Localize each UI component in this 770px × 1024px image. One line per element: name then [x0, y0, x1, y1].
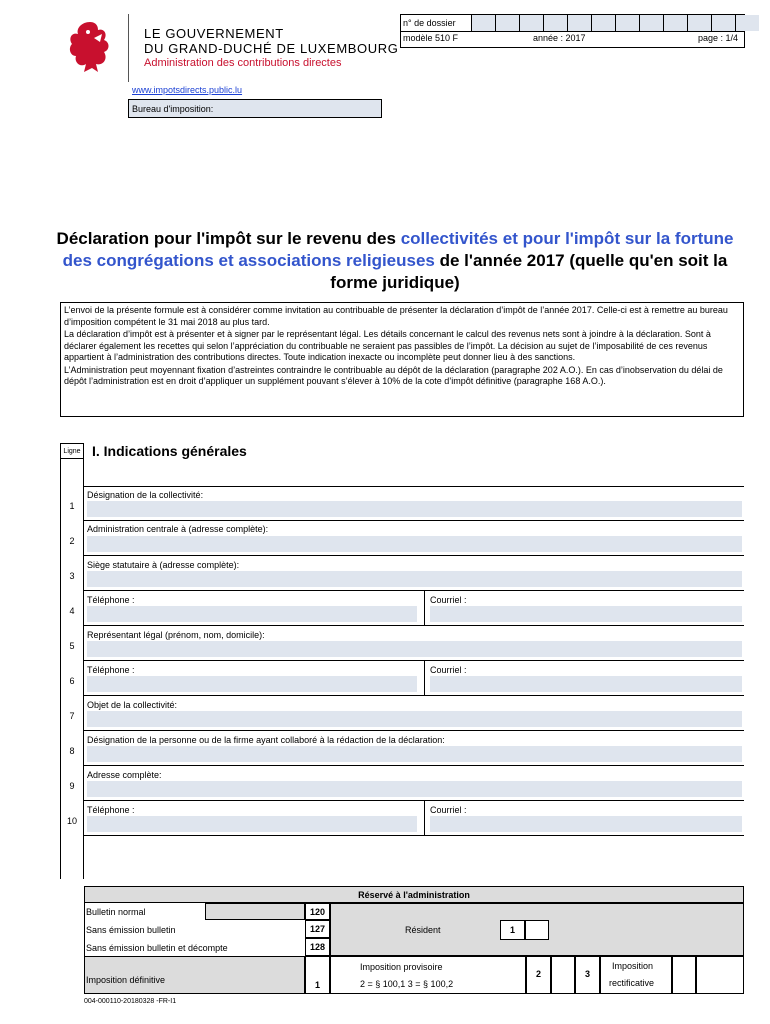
- gov-line2: DU GRAND-DUCHÉ DE LUXEMBOURG: [144, 41, 399, 56]
- code-127: 127: [305, 920, 330, 938]
- line-label: Téléphone :: [87, 665, 135, 675]
- row-divider: [84, 695, 744, 696]
- designation-field[interactable]: [87, 501, 742, 517]
- checkbox-2[interactable]: [551, 956, 575, 994]
- footer-code: 004-000110-20180328 -FR-I1: [84, 998, 177, 1005]
- code-3: 3: [575, 956, 600, 994]
- line-number: 6: [69, 676, 75, 686]
- telephone-field[interactable]: [87, 676, 417, 692]
- row-divider: [84, 660, 744, 661]
- collaborateur-field[interactable]: [87, 746, 742, 762]
- resident-code: 1: [500, 920, 525, 940]
- line-label: Administration centrale à (adresse complète):: [87, 524, 269, 534]
- line-number: 4: [69, 606, 75, 616]
- row-divider: [84, 590, 744, 591]
- code-1: 1: [305, 956, 330, 994]
- annee-label: année : 2017: [533, 33, 586, 43]
- grey-cell: [205, 903, 305, 920]
- line-number: 1: [69, 501, 75, 511]
- line-number: 3: [69, 571, 75, 581]
- objet-field[interactable]: [87, 711, 742, 727]
- line-label: Téléphone :: [87, 805, 135, 815]
- line-number: 2: [69, 536, 75, 546]
- courriel-field[interactable]: [430, 606, 742, 622]
- gov-line1: LE GOUVERNEMENT: [144, 26, 284, 41]
- sans-emission-label: Sans émission bulletin: [86, 925, 176, 935]
- resident-checkbox[interactable]: [525, 920, 549, 940]
- reserve-title: Réservé à l'administration: [84, 886, 744, 903]
- luxembourg-lion-logo: [64, 18, 116, 74]
- intro-paragraph: La déclaration d’impôt est à présenter et à signer par le représentant légal. Les détails concernant le calcul des revenus nets sont à joindre à la déclaration. Sont à déclarer également les recettes qui selon l’appréciation du contribuable ne seraient pas passibles de l’impôt. La décision au sujet de l’imposabilité de ces revenus appartient à l’administration des contributions directes. Toute indication inexacte ou incomplète peut donner lieu à des sanctions.: [64, 329, 711, 362]
- telephone-field[interactable]: [87, 606, 417, 622]
- imposition-definitive-label: Imposition définitive: [86, 975, 166, 985]
- adresse-field[interactable]: [87, 781, 742, 797]
- row-divider: [84, 520, 744, 521]
- code-120: 120: [305, 903, 330, 920]
- col-divider: [424, 660, 425, 695]
- line-label: Siège statutaire à (adresse complète):: [87, 560, 240, 570]
- siege-field[interactable]: [87, 571, 742, 587]
- col-divider: [424, 590, 425, 625]
- bureau-field[interactable]: Bureau d'imposition:: [128, 99, 382, 118]
- section-title: I. Indications générales: [92, 443, 247, 459]
- row-divider: [84, 835, 744, 836]
- header-divider: [128, 14, 129, 82]
- dossier-box: [400, 14, 745, 48]
- line-number: 10: [66, 816, 77, 826]
- line-number: 9: [69, 781, 75, 791]
- line-label: Téléphone :: [87, 595, 135, 605]
- gov-line3: Administration des contributions directes: [144, 57, 342, 69]
- dossier-number-cells[interactable]: [471, 15, 759, 31]
- imposition-provisoire-label: Imposition provisoire: [360, 962, 443, 972]
- provisoire-detail: 2 = § 100,1 3 = § 100,2: [360, 979, 454, 989]
- row-divider: [84, 486, 744, 487]
- dossier-label: n° de dossier: [403, 18, 456, 28]
- bulletin-normal-label: Bulletin normal: [86, 907, 146, 917]
- line-label: Représentant légal (prénom, nom, domicile):: [87, 630, 265, 640]
- line-label: Adresse complète:: [87, 770, 162, 780]
- row-divider: [84, 555, 744, 556]
- title-part2: collectivités et pour l'impôt sur la fortune des congrégations et associations religieuses: [62, 229, 734, 270]
- administration-field[interactable]: [87, 536, 742, 552]
- row-divider: [84, 730, 744, 731]
- line-number: 7: [69, 711, 75, 721]
- page-title: [40, 228, 750, 294]
- imposition-rect-label: Imposition: [612, 961, 654, 971]
- checkbox-rect[interactable]: [672, 956, 696, 994]
- title-part1: Déclaration pour l'impôt sur le revenu des: [56, 229, 401, 248]
- courriel-field[interactable]: [430, 676, 742, 692]
- imposition-rect-label2: rectificative: [609, 978, 655, 988]
- code-128: 128: [305, 938, 330, 956]
- row-divider: [84, 800, 744, 801]
- line-label: Courriel :: [430, 665, 467, 675]
- col-divider: [424, 800, 425, 835]
- line-label: Objet de la collectivité:: [87, 700, 178, 710]
- line-label: Désignation de la collectivité:: [87, 490, 204, 500]
- representant-field[interactable]: [87, 641, 742, 657]
- empty-cell: [696, 956, 744, 994]
- row-divider: [84, 765, 744, 766]
- line-label: Courriel :: [430, 805, 467, 815]
- line-number: 8: [69, 746, 75, 756]
- ligne-header: Ligne: [60, 443, 84, 459]
- line-label: Désignation de la personne ou de la firme ayant collaboré à la rédaction de la déclaration:: [87, 735, 445, 745]
- code-2: 2: [526, 956, 551, 994]
- courriel-field[interactable]: [430, 816, 742, 832]
- line-number: 5: [69, 641, 75, 651]
- line-label: Courriel :: [430, 595, 467, 605]
- intro-box: [60, 302, 744, 417]
- title-part3: de l'année 2017 (quelle qu'en soit la forme juridique): [330, 251, 728, 292]
- intro-paragraph: L’envoi de la présente formule est à considérer comme invitation au contribuable de présenter la déclaration d’impôt de l’année 2017. Celle-ci est à remettre au bureau d’imposition compétent le 31 mai 2018 au plus tard.: [64, 305, 728, 327]
- intro-paragraph: L’Administration peut moyennant fixation d’astreintes contraindre le contribuable au dépôt de la déclaration (paragraphe 202 A.O.). En cas d’inobservation du délai de dépôt l’administration est en droit d’appliquer un supplément pouvant s’élever à 10% de la cote d’impôt définitive (paragraphe 168 A.O.).: [64, 364, 723, 386]
- website-link[interactable]: www.impotsdirects.public.lu: [132, 85, 243, 95]
- row-divider: [84, 625, 744, 626]
- telephone-field[interactable]: [87, 816, 417, 832]
- sans-emission-decompte-label: Sans émission bulletin et décompte: [86, 943, 228, 953]
- modele-label: modèle 510 F: [403, 33, 459, 43]
- page-label: page : 1/4: [697, 33, 738, 43]
- resident-label: Résident: [405, 925, 441, 935]
